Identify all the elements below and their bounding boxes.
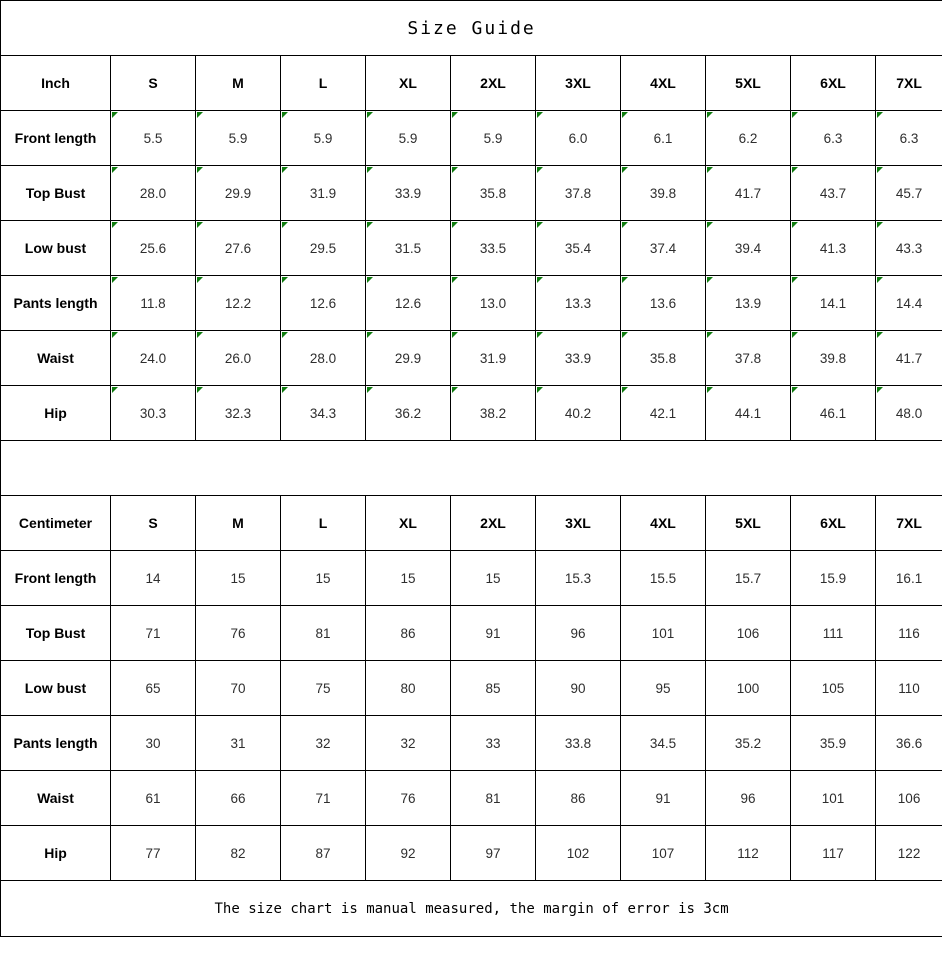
size-value-cell: 61	[111, 771, 196, 826]
size-column-header: L	[281, 496, 366, 551]
size-column-header: S	[111, 56, 196, 111]
size-value-cell: 37.8	[536, 166, 621, 221]
size-value-cell: 30	[111, 716, 196, 771]
size-value-cell: 16.1	[876, 551, 942, 606]
size-column-header: M	[196, 56, 281, 111]
size-value-cell: 87	[281, 826, 366, 881]
size-value-cell: 13.9	[706, 276, 791, 331]
title-row	[1, 1, 942, 56]
size-value-cell: 85	[451, 661, 536, 716]
size-value-cell: 29.9	[196, 166, 281, 221]
size-column-header: L	[281, 56, 366, 111]
cm_table-row	[1, 661, 942, 716]
size-value-cell: 70	[196, 661, 281, 716]
size-value-cell: 5.9	[281, 111, 366, 166]
measurement-label: Pants length	[1, 716, 111, 771]
size-value-cell: 15	[451, 551, 536, 606]
size-value-cell: 29.9	[366, 331, 451, 386]
cm_table-row	[1, 606, 942, 661]
measurement-label: Low bust	[1, 221, 111, 276]
size-value-cell: 33.9	[536, 331, 621, 386]
size-value-cell: 5.9	[196, 111, 281, 166]
size-value-cell: 112	[706, 826, 791, 881]
size-value-cell: 15.3	[536, 551, 621, 606]
size-value-cell: 86	[536, 771, 621, 826]
spacer-cell	[1, 441, 942, 496]
size-value-cell: 101	[621, 606, 706, 661]
size-value-cell: 106	[876, 771, 942, 826]
measurement-label: Hip	[1, 386, 111, 441]
size-column-header: M	[196, 496, 281, 551]
size-value-cell: 97	[451, 826, 536, 881]
size-column-header: 5XL	[706, 56, 791, 111]
size-value-cell: 71	[281, 771, 366, 826]
measurement-label: Low bust	[1, 661, 111, 716]
size-value-cell: 48.0	[876, 386, 942, 441]
size-value-cell: 76	[366, 771, 451, 826]
measurement-label: Front length	[1, 551, 111, 606]
size-value-cell: 28.0	[111, 166, 196, 221]
size-value-cell: 32.3	[196, 386, 281, 441]
size-value-cell: 24.0	[111, 331, 196, 386]
size-value-cell: 11.8	[111, 276, 196, 331]
size-value-cell: 33.5	[451, 221, 536, 276]
size-value-cell: 81	[281, 606, 366, 661]
size-value-cell: 38.2	[451, 386, 536, 441]
size-value-cell: 13.0	[451, 276, 536, 331]
size-value-cell: 31.9	[451, 331, 536, 386]
size-value-cell: 35.4	[536, 221, 621, 276]
cm_table-row	[1, 716, 942, 771]
size-value-cell: 12.6	[281, 276, 366, 331]
size-value-cell: 102	[536, 826, 621, 881]
size-value-cell: 12.6	[366, 276, 451, 331]
size-value-cell: 14.4	[876, 276, 942, 331]
size-column-header: 6XL	[791, 496, 876, 551]
size-column-header: 4XL	[621, 56, 706, 111]
measurement-label: Top Bust	[1, 606, 111, 661]
size-column-header: 4XL	[621, 496, 706, 551]
size-column-header: XL	[366, 56, 451, 111]
size-value-cell: 86	[366, 606, 451, 661]
size-column-header: 3XL	[536, 56, 621, 111]
size-value-cell: 75	[281, 661, 366, 716]
size-value-cell: 31.9	[281, 166, 366, 221]
cm_table-header-row	[1, 496, 942, 551]
size-value-cell: 80	[366, 661, 451, 716]
size-value-cell: 15	[281, 551, 366, 606]
size-value-cell: 33	[451, 716, 536, 771]
size-value-cell: 33.9	[366, 166, 451, 221]
size-value-cell: 44.1	[706, 386, 791, 441]
size-value-cell: 39.4	[706, 221, 791, 276]
size-value-cell: 41.7	[706, 166, 791, 221]
size-value-cell: 117	[791, 826, 876, 881]
size-value-cell: 6.1	[621, 111, 706, 166]
size-value-cell: 13.6	[621, 276, 706, 331]
size-column-header: S	[111, 496, 196, 551]
measurement-label: Waist	[1, 771, 111, 826]
size-value-cell: 66	[196, 771, 281, 826]
cm_table-row	[1, 771, 942, 826]
size-value-cell: 92	[366, 826, 451, 881]
size-value-cell: 5.9	[451, 111, 536, 166]
size-value-cell: 41.7	[876, 331, 942, 386]
size-value-cell: 6.3	[791, 111, 876, 166]
size-value-cell: 39.8	[621, 166, 706, 221]
cm_table-row	[1, 551, 942, 606]
size-value-cell: 34.5	[621, 716, 706, 771]
cm_table-row	[1, 826, 942, 881]
size-value-cell: 28.0	[281, 331, 366, 386]
inch_table-row	[1, 331, 942, 386]
inch_table-row	[1, 221, 942, 276]
size-value-cell: 5.9	[366, 111, 451, 166]
size-column-header: 5XL	[706, 496, 791, 551]
size-value-cell: 43.7	[791, 166, 876, 221]
inch_table-row	[1, 276, 942, 331]
measurement-label: Waist	[1, 331, 111, 386]
size-value-cell: 90	[536, 661, 621, 716]
spacer-row	[1, 441, 942, 496]
size-column-header: 7XL	[876, 56, 942, 111]
size-value-cell: 96	[706, 771, 791, 826]
measurement-label: Hip	[1, 826, 111, 881]
size-value-cell: 25.6	[111, 221, 196, 276]
size-column-header: 3XL	[536, 496, 621, 551]
size-value-cell: 5.5	[111, 111, 196, 166]
measurement-label: Top Bust	[1, 166, 111, 221]
note-row	[1, 881, 942, 937]
size-value-cell: 41.3	[791, 221, 876, 276]
size-value-cell: 116	[876, 606, 942, 661]
size-column-header: 7XL	[876, 496, 942, 551]
size-column-header: 6XL	[791, 56, 876, 111]
size-value-cell: 40.2	[536, 386, 621, 441]
size-value-cell: 100	[706, 661, 791, 716]
size-value-cell: 33.8	[536, 716, 621, 771]
inch_table-header-row	[1, 56, 942, 111]
size-value-cell: 36.2	[366, 386, 451, 441]
size-value-cell: 91	[451, 606, 536, 661]
measurement-note: The size chart is manual measured, the margin of error is 3cm	[1, 881, 942, 937]
size-value-cell: 71	[111, 606, 196, 661]
size-value-cell: 31	[196, 716, 281, 771]
size-value-cell: 14	[111, 551, 196, 606]
size-value-cell: 81	[451, 771, 536, 826]
inch_table-row	[1, 166, 942, 221]
size-value-cell: 30.3	[111, 386, 196, 441]
size-value-cell: 26.0	[196, 331, 281, 386]
size-value-cell: 13.3	[536, 276, 621, 331]
size-value-cell: 15	[366, 551, 451, 606]
size-value-cell: 37.8	[706, 331, 791, 386]
size-column-header: XL	[366, 496, 451, 551]
size-value-cell: 15.9	[791, 551, 876, 606]
size-value-cell: 35.8	[451, 166, 536, 221]
size-value-cell: 46.1	[791, 386, 876, 441]
size-value-cell: 29.5	[281, 221, 366, 276]
size-value-cell: 45.7	[876, 166, 942, 221]
size-value-cell: 107	[621, 826, 706, 881]
size-column-header: 2XL	[451, 56, 536, 111]
size-value-cell: 34.3	[281, 386, 366, 441]
size-value-cell: 101	[791, 771, 876, 826]
size-value-cell: 95	[621, 661, 706, 716]
size-value-cell: 91	[621, 771, 706, 826]
size-value-cell: 65	[111, 661, 196, 716]
size-value-cell: 6.0	[536, 111, 621, 166]
size-value-cell: 6.3	[876, 111, 942, 166]
size-value-cell: 43.3	[876, 221, 942, 276]
size-value-cell: 36.6	[876, 716, 942, 771]
size-value-cell: 15.7	[706, 551, 791, 606]
size-value-cell: 35.8	[621, 331, 706, 386]
size-value-cell: 35.2	[706, 716, 791, 771]
size-value-cell: 110	[876, 661, 942, 716]
inch_table-row	[1, 111, 942, 166]
size-value-cell: 111	[791, 606, 876, 661]
size-value-cell: 96	[536, 606, 621, 661]
size-value-cell: 106	[706, 606, 791, 661]
inch_table-row	[1, 386, 942, 441]
size-value-cell: 15.5	[621, 551, 706, 606]
size-value-cell: 82	[196, 826, 281, 881]
size-value-cell: 12.2	[196, 276, 281, 331]
size-value-cell: 31.5	[366, 221, 451, 276]
size-value-cell: 122	[876, 826, 942, 881]
size-value-cell: 39.8	[791, 331, 876, 386]
size-value-cell: 32	[366, 716, 451, 771]
size-value-cell: 15	[196, 551, 281, 606]
size-value-cell: 37.4	[621, 221, 706, 276]
measurement-label: Front length	[1, 111, 111, 166]
size-value-cell: 14.1	[791, 276, 876, 331]
size-value-cell: 32	[281, 716, 366, 771]
size-value-cell: 76	[196, 606, 281, 661]
size-value-cell: 42.1	[621, 386, 706, 441]
measurement-label: Pants length	[1, 276, 111, 331]
size-value-cell: 6.2	[706, 111, 791, 166]
size-value-cell: 35.9	[791, 716, 876, 771]
size-value-cell: 77	[111, 826, 196, 881]
size-column-header: 2XL	[451, 496, 536, 551]
page-title: Size Guide	[1, 1, 942, 56]
inch_table-unit-label: Inch	[1, 56, 111, 111]
cm_table-unit-label: Centimeter	[1, 496, 111, 551]
size-value-cell: 105	[791, 661, 876, 716]
size-value-cell: 27.6	[196, 221, 281, 276]
